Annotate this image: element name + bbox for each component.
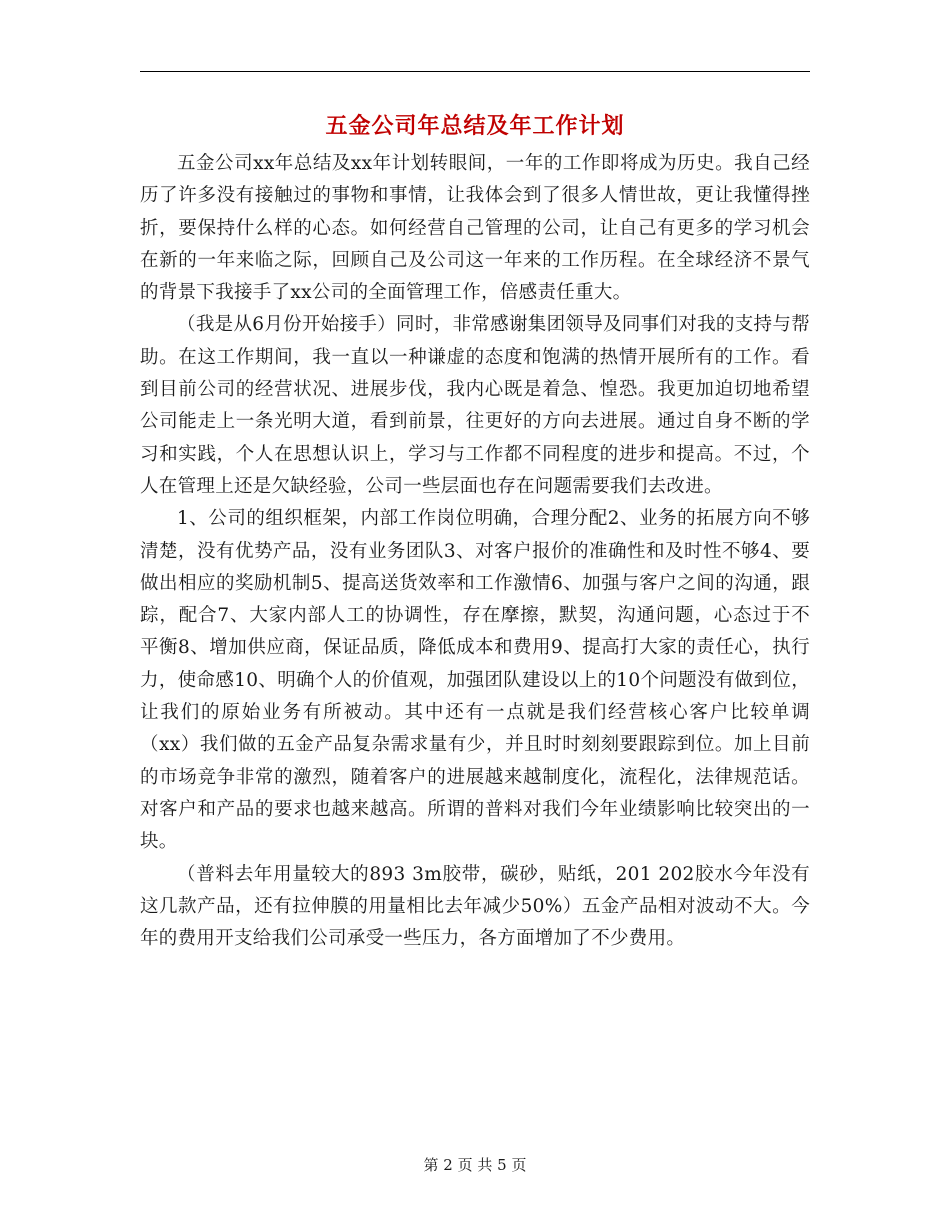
- page-indicator: 第 2 页 共 5 页: [423, 1156, 527, 1174]
- document-title: 五金公司年总结及年工作计划: [325, 113, 625, 139]
- header-rule: [140, 71, 810, 72]
- paragraph-issues-list: 1、公司的组织框架，内部工作岗位明确，合理分配2、业务的拓展方向不够清楚，没有优势产品，没有业务团队3、对客户报价的准确性和及时性不够4、要做出相应的奖励机制5、提高送货效率和工作激情6、加强与客户之间的沟通，跟踪，配合7、大家内部人工的协调性，存在摩擦，默契，沟通问题，心态过于不平衡8、增加供应商，保证品质，降低成本和费用9、提高打大家的责任心，执行力，使命感10、明确个人的价值观，加强团队建设以上的10个问题没有做到位，让我们的原始业务有所被动。其中还有一点就是我们经营核心客户比较单调（xx）我们做的五金产品复杂需求量有少，并且时时刻刻要跟踪到位。加上目前的市场竞争非常的激烈，随着客户的进展越来越制度化，流程化，法律规范话。对客户和产品的要求也越来越高。所谓的普料对我们今年业绩影响比较突出的一块。: [140, 508, 810, 853]
- paragraph-materials: （普料去年用量较大的893 3m胶带，碳砂，贴纸，201 202胶水今年没有这几款产品，还有拉伸膜的用量相比去年减少50%）五金产品相对波动不大。今年的费用开支给我们公司承受一些压力，各方面增加了不少费用。: [140, 863, 810, 950]
- document-body: [140, 148, 810, 955]
- paragraph-intro: 五金公司xx年总结及xx年计划转眼间，一年的工作即将成为历史。我自己经历了许多没有接触过的事物和事情，让我体会到了很多人情世故，更让我懂得挫折，要保持什么样的心态。如何经营自己管理的公司，让自己有更多的学习机会在新的一年来临之际，回顾自己及公司这一年来的工作历程。在全球经济不景气的背景下我接手了xx公司的全面管理工作，倍感责任重大。: [140, 153, 810, 304]
- paragraph-takeover: （我是从6月份开始接手）同时，非常感谢集团领导及同事们对我的支持与帮助。在这工作期间，我一直以一种谦虚的态度和饱满的热情开展所有的工作。看到目前公司的经营状况、进展步伐，我内心既是着急、惶恐。我更加迫切地希望公司能走上一条光明大道，看到前景，往更好的方向去进展。通过自身不断的学习和实践，个人在思想认识上，学习与工作都不同程度的进步和提高。不过，个人在管理上还是欠缺经验，公司一些层面也存在问题需要我们去改进。: [140, 314, 810, 497]
